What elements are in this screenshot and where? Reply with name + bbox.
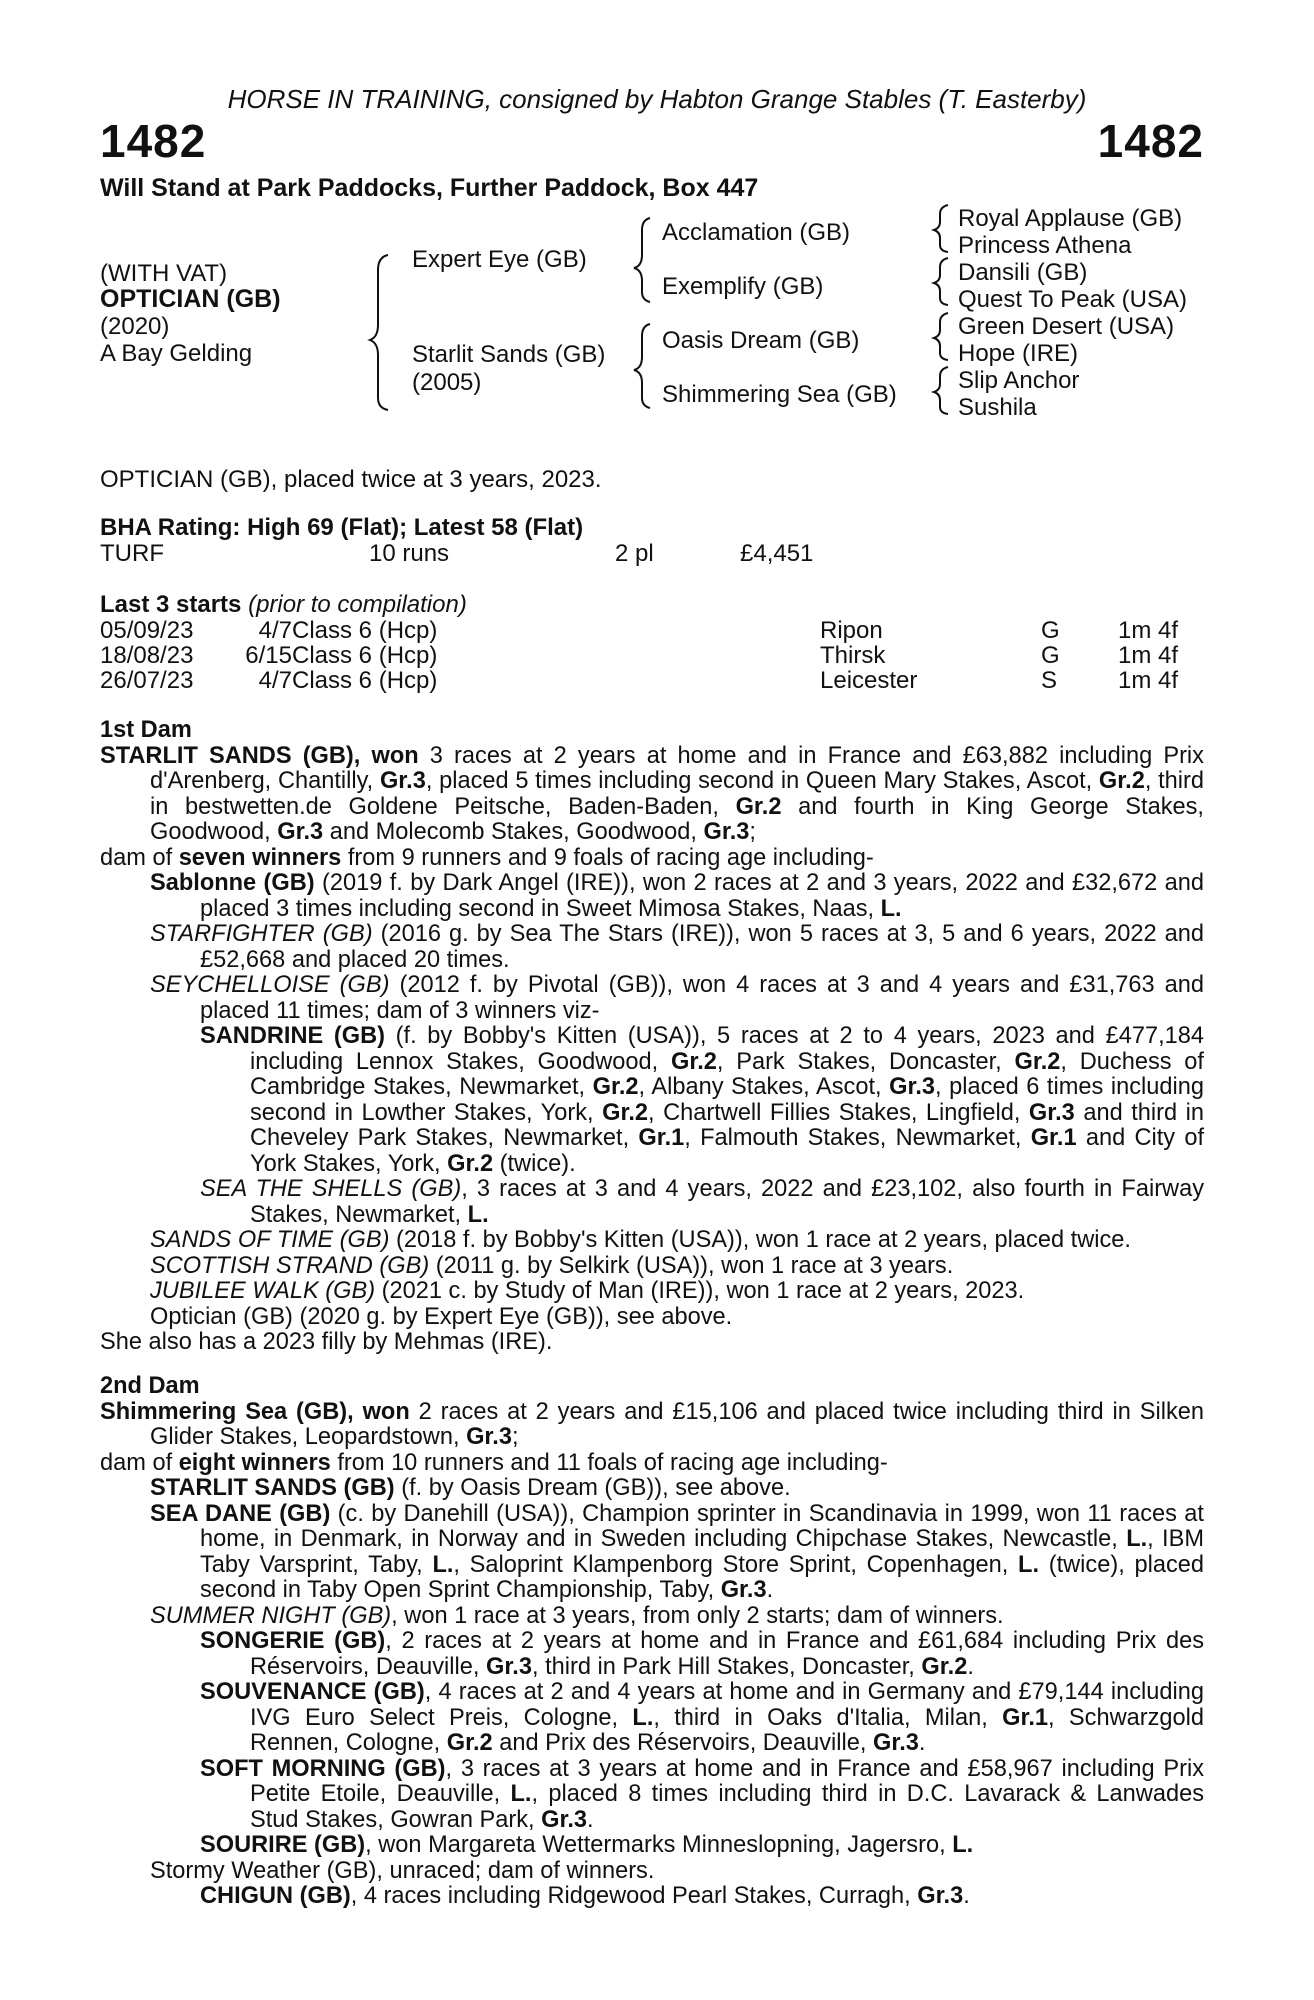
second-dam-record: Shimmering Sea (GB), won 2 races at 2 years and £15,106 and placed twice including third in Silken Glider Stakes, Leopardstown, Gr.3; xyxy=(100,1398,1204,1450)
start-course: Thirsk xyxy=(820,642,886,669)
horse-name: OPTICIAN (GB) xyxy=(100,285,281,313)
start-position: 6/15 xyxy=(245,642,292,669)
start-going: G xyxy=(1041,617,1060,644)
rating-placed: 2 pl xyxy=(615,540,654,567)
produce-entry: STARLIT SANDS (GB) (f. by Oasis Dream (GB)), see above. xyxy=(150,1475,791,1501)
start-going: G xyxy=(1041,642,1060,669)
produce-entry: Sablonne (GB) (2019 f. by Dark Angel (IRE)), won 2 races at 2 and 3 years, 2022 and £32,672 and placed 3 times including second in Sweet Mimosa Stakes, Naas, L. xyxy=(150,870,1205,922)
produce-entry: SANDS OF TIME (GB) (2018 f. by Bobby's Kitten (USA)), won 1 race at 2 years, placed twice. xyxy=(150,1227,1131,1253)
start-date: 05/09/23 xyxy=(100,617,194,644)
lot-number-right: 1482 xyxy=(1097,115,1204,167)
produce-entry: SOURIRE (GB), won Margareta Wettermarks Minneslopning, Jagersro, L. xyxy=(200,1832,974,1858)
second-dam-produce-summary: dam of eight winners from 10 runners and 11 foals of racing age including- xyxy=(100,1449,888,1476)
last-starts-note: (prior to compilation) xyxy=(248,591,467,618)
start-course: Leicester xyxy=(820,667,918,694)
first-dam-heading: 1st Dam xyxy=(100,717,192,743)
first-dam-also: She also has a 2023 filly by Mehmas (IRE). xyxy=(100,1329,553,1355)
pedigree-g7: Slip Anchor xyxy=(958,367,1080,394)
pedigree-g8: Sushila xyxy=(958,394,1037,421)
produce-entry: SOUVENANCE (GB), 4 races at 2 and 4 years at home and in Germany and £79,144 including IVG Euro Select Preis, Cologne, L., third in Oaks d'Italia, Milan, Gr.1, Schwarzgold Rennen, Cologne, Gr.2 and Prix des Réservoirs, Deauville, Gr.3. xyxy=(200,1679,1204,1756)
produce-entry: SEA THE SHELLS (GB), 3 races at 3 and 4 years, 2022 and £23,102, also fourth in Fairway Stakes, Newmarket, L. xyxy=(200,1176,1205,1228)
start-going: S xyxy=(1041,667,1058,694)
second-dam-heading: 2nd Dam xyxy=(100,1373,200,1399)
produce-entry: SUMMER NIGHT (GB), won 1 race at 3 years, from only 2 starts; dam of winners. xyxy=(150,1602,1004,1629)
first-dam-won: won xyxy=(371,742,419,769)
start-distance: 1m 4f xyxy=(1118,667,1179,694)
pedigree-g3: Dansili (GB) xyxy=(958,259,1088,286)
start-date: 26/07/23 xyxy=(100,667,194,694)
second-dam-name: Shimmering Sea (GB) xyxy=(100,1398,348,1425)
produce-entry: SCOTTISH STRAND (GB) (2011 g. by Selkirk (USA)), won 1 race at 3 years. xyxy=(150,1252,954,1279)
second-dam-section xyxy=(100,1374,1204,1910)
pedigree-g5: Green Desert (USA) xyxy=(958,313,1175,340)
pedigree-dam-sire: Oasis Dream (GB) xyxy=(662,327,860,354)
produce-entry: JUBILEE WALK (GB) (2021 c. by Study of Man (IRE)), won 1 race at 2 years, 2023. xyxy=(150,1278,1025,1304)
start-class: Class 6 (Hcp) xyxy=(292,667,438,694)
produce-entry: CHIGUN (GB), 4 races including Ridgewood Pearl Stakes, Curragh, Gr.3. xyxy=(200,1883,970,1909)
horse-summary: OPTICIAN (GB), placed twice at 3 years, 2023. xyxy=(100,466,602,493)
start-position: 4/7 xyxy=(258,617,292,644)
last-starts-title: Last 3 starts xyxy=(100,591,242,618)
start-distance: 1m 4f xyxy=(1118,617,1179,644)
stable-location: Will Stand at Park Paddocks, Further Paddock, Box 447 xyxy=(100,174,759,202)
vat-label: (WITH VAT) xyxy=(100,260,228,287)
produce-entry: SANDRINE (GB) (f. by Bobby's Kitten (USA)), 5 races at 2 to 4 years, 2023 and £477,184 including Lennox Stakes, Goodwood, Gr.2, Park Stakes, Doncaster, Gr.2, Duchess of Cambridge Stakes, Newmarket, Gr.2, Albany Stakes, Ascot, Gr.3, placed 6 times including second in Lowther Stakes, York, Gr.2, Chartwell Fillies Stakes, Lingfield, Gr.3 and third in Cheveley Park Stakes, Newmarket, Gr.1, Falmouth Stakes, Newmarket, Gr.1 and City of York Stakes, York, Gr.2 (twice). xyxy=(200,1023,1205,1177)
start-distance: 1m 4f xyxy=(1118,642,1179,669)
rating-surface: TURF xyxy=(100,540,164,567)
last-starts-heading xyxy=(100,591,467,619)
produce-entry: STARFIGHTER (GB) (2016 g. by Sea The Stars (IRE)), won 5 races at 3, 5 and 6 years, 2022 and £52,668 and placed 20 times. xyxy=(150,921,1205,973)
produce-entry: SOFT MORNING (GB), 3 races at 3 years at home and in France and £58,967 including Prix Petite Etoile, Deauville, L., placed 8 times including third in D.C. Lavarack & Lanwades Stud Stakes, Gowran Park, Gr.3. xyxy=(200,1755,1205,1833)
start-course: Ripon xyxy=(820,617,883,644)
produce-entry: Stormy Weather (GB), unraced; dam of winners. xyxy=(150,1857,655,1884)
pedigree-dam-year: (2005) xyxy=(412,369,482,396)
pedigree-g2: Princess Athena xyxy=(958,232,1132,259)
produce-entry: SEA DANE (GB) (c. by Danehill (USA)), Champion sprinter in Scandinavia in 1999, won 11 races at home, in Denmark, in Norway and in Sweden including Chipchase Stakes, Newcastle, L., IBM Taby Varsprint, Taby, L., Saloprint Klampenborg Store Sprint, Copenhagen, L. (twice), placed second in Taby Open Sprint Championship, Taby, Gr.3. xyxy=(150,1500,1204,1603)
pedigree-sire: Expert Eye (GB) xyxy=(412,246,587,273)
pedigree-g4: Quest To Peak (USA) xyxy=(958,286,1187,313)
start-position: 4/7 xyxy=(258,667,292,694)
horse-description: A Bay Gelding xyxy=(100,340,253,367)
start-class: Class 6 (Hcp) xyxy=(292,617,438,644)
pedigree-dam-dam: Shimmering Sea (GB) xyxy=(662,381,897,408)
lot-number-left: 1482 xyxy=(100,115,207,167)
rating-earnings: £4,451 xyxy=(740,540,814,567)
start-date: 18/08/23 xyxy=(100,642,194,669)
pedigree-g6: Hope (IRE) xyxy=(958,340,1079,367)
first-dam-produce-summary: dam of seven winners from 9 runners and 9 foals of racing age including- xyxy=(100,844,874,871)
pedigree-g1: Royal Applause (GB) xyxy=(958,205,1183,232)
first-dam-name: STARLIT SANDS (GB) xyxy=(100,742,354,769)
consignment-line: HORSE IN TRAINING, consigned by Habton Grange Stables (T. Easterby) xyxy=(227,84,1087,114)
rating-title: BHA Rating: High 69 (Flat); Latest 58 (Flat) xyxy=(100,514,584,541)
produce-entry: SONGERIE (GB), 2 races at 2 years at home and in France and £61,684 including Prix des Réservoirs, Deauville, Gr.3, third in Park Hill Stakes, Doncaster, Gr.2. xyxy=(200,1628,1204,1680)
pedigree-sire-sire: Acclamation (GB) xyxy=(662,219,851,246)
start-class: Class 6 (Hcp) xyxy=(292,642,438,669)
pedigree-sire-dam: Exemplify (GB) xyxy=(662,273,824,300)
horse-year: (2020) xyxy=(100,313,170,340)
first-dam-record: STARLIT SANDS (GB), won 3 races at 2 years at home and in France and £63,882 including Prix d'Arenberg, Chantilly, Gr.3, placed 5 times including second in Queen Mary Stakes, Ascot, Gr.2, third in bestwetten.de Goldene Peitsche, Baden-Baden, Gr.2 and fourth in King George Stakes, Goodwood, Gr.3 and Molecomb Stakes, Goodwood, Gr.3; xyxy=(100,742,1204,845)
produce-entry: Optician (GB) (2020 g. by Expert Eye (GB)), see above. xyxy=(150,1303,733,1330)
pedigree-dam: Starlit Sands (GB) xyxy=(412,341,606,368)
rating-runs: 10 runs xyxy=(369,540,450,567)
produce-entry: SEYCHELLOISE (GB) (2012 f. by Pivotal (GB)), won 4 races at 3 and 4 years and £31,763 and placed 11 times; dam of 3 winners viz- xyxy=(150,972,1204,1024)
first-dam-section xyxy=(100,718,1204,1356)
